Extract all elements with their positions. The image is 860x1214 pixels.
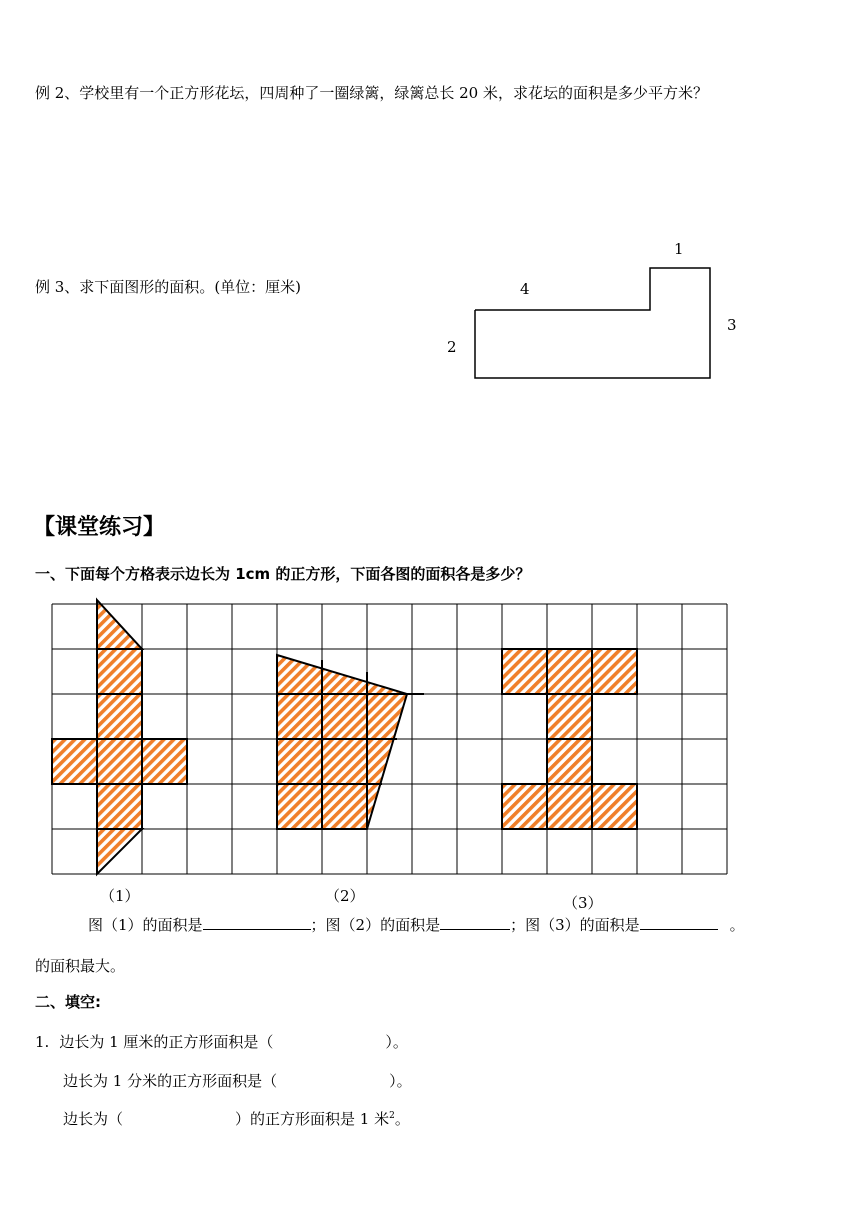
figure1-cell	[142, 739, 187, 784]
q1-answer-mid1: ；图（2）的面积是	[310, 916, 441, 934]
figure3-cell	[592, 784, 637, 829]
example3-label-top: 1	[674, 240, 684, 258]
figure-label-3: （3）	[563, 894, 603, 912]
example3-label-right: 3	[727, 316, 737, 334]
q2-item1-a	[35, 1031, 408, 1052]
q2-item1-c-sup: 2	[389, 1111, 395, 1121]
q2-item1-c-end: ）的正方形面积是 1 米	[235, 1110, 390, 1128]
example2-text: 例 2、学校里有一个正方形花坛，四周种了一圈绿篱，绿篱总长 20 米，求花坛的面积是多少平方米？	[35, 84, 708, 102]
practice-title: 【课堂练习】	[33, 515, 166, 540]
answer-blank-2[interactable]	[440, 915, 510, 930]
q2-item1-b	[63, 1070, 412, 1091]
q2-item1-b-text: 边长为 1 分米的正方形面积是（	[63, 1072, 278, 1090]
figure-label-2: （2）	[325, 887, 365, 905]
answer-blank-1[interactable]	[203, 915, 311, 930]
figure3-cell	[502, 784, 547, 829]
figure1-cell	[97, 784, 142, 829]
figure-label-1: （1）	[100, 887, 140, 905]
q2-item1-num: 1.	[35, 1033, 50, 1051]
q2-item1-c	[63, 1108, 410, 1129]
q1-answer-prefix: 图（1）的面积是	[88, 916, 203, 934]
q2-item1-c-text: 边长为（	[63, 1110, 124, 1128]
q1-text: 一、下面每个方格表示边长为 1cm 的正方形，下面各图的面积各是多少？	[35, 565, 531, 583]
figure1-cell	[52, 739, 97, 784]
q1-answer-end: 。	[729, 916, 745, 934]
example3-text: 例 3、求下面图形的面积。(单位：厘米)	[35, 278, 302, 296]
figure3-cell	[547, 739, 592, 784]
example3-label-left: 2	[447, 338, 457, 356]
q2-item1-c-tail: 。	[394, 1110, 410, 1128]
figure1-cell	[97, 649, 142, 694]
figure3-cell	[547, 784, 592, 829]
figure2-shape	[277, 655, 407, 829]
figure3-cell	[547, 649, 592, 694]
q2-item1-a-end: ）。	[385, 1033, 408, 1051]
figure3-cell	[547, 694, 592, 739]
q1-answer-tail: 的面积最大。	[35, 957, 126, 975]
q2-title: 二、填空:	[35, 993, 101, 1011]
q1-answer-mid2: ；图（3）的面积是	[510, 916, 640, 934]
q2-item1-b-end: ）。	[389, 1072, 412, 1090]
figure1-cell	[97, 739, 142, 784]
figure3-cell	[502, 649, 547, 694]
example3-label-left-top: 4	[520, 280, 530, 298]
answer-blank-3[interactable]	[640, 915, 718, 930]
q1-answer-line	[88, 914, 745, 935]
figure3-cell	[592, 649, 637, 694]
q2-item1-a-text: 边长为 1 厘米的正方形面积是（	[59, 1033, 274, 1051]
figure1-cell	[97, 694, 142, 739]
